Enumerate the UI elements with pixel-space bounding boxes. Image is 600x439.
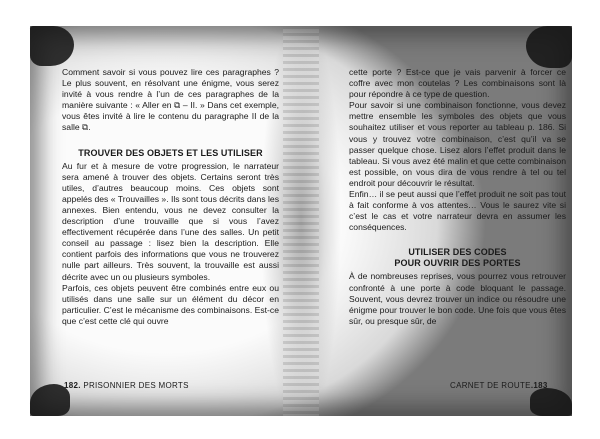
right-page [349, 67, 566, 327]
heading-trouver-objets: TROUVER DES OBJETS ET LES UTILISER [78, 147, 263, 158]
paragraph-porte-code: À de nombreuses reprises, vous pourrez vous retrouver confronté à une porte à code bloquant le passage. Souvent, vous devrez trouver un indice ou résoudre une énigme pour trouver le bon code. Une fois que vous êtes sûr, ou presque sûr, de [349, 271, 566, 326]
heading-codes-line2: POUR OUVRIR DES PORTES [394, 258, 521, 269]
book-spine [283, 26, 319, 416]
folio-left: 182. PRISONNIER DES MORTS [64, 381, 189, 390]
paragraph-reading: Comment savoir si vous pouvez lire ces paragraphes ? Le plus souvent, en résolvant une énigme, vous serez invité à vous rendre à l’un de ces paragraphes de la manière suivante : « Aller en ⧉ – II. » Dans cet exemple, vous êtes invité à lire le contenu du paragraphe II de la salle ⧉. [62, 67, 279, 133]
running-title-left: PRISONNIER DES MORTS [83, 381, 189, 390]
page-number-right: 183 [533, 381, 548, 390]
folio-right: CARNET DE ROUTE.183 [450, 381, 548, 390]
paragraph-combinaisons: Parfois, ces objets peuvent être combinés entre eux ou utilisés dans une salle sur un élément du décor en particulier. C’est le mécanisme des combinaisons. Est-ce que c’est cette clé qui ouvre [62, 282, 279, 326]
paragraph-combinaison-fonctionne: Pour savoir si une combinaison fonctionne, vous devez mettre ensemble les symboles des objets que vous souhaitez utiliser et vous reporter au tableau p. 186. Si vous y trouvez votre combinaison, c’est qu’il va se passer quelque chose. Lisez alors l’effet produit dans le tableau. Si vous avez été malin et que cette combinaison est possible, on vous dira de vous rendre à tel ou tel endroit pour découvrir le résultat. [349, 100, 566, 188]
paragraph-trouvailles: Au fur et à mesure de votre progression, le narrateur sera amené à trouver des objets. Certains seront très utiles, d’autres beaucoup moins. Ces objets sont appelés des « Trouvailles ». Ils sont tous décrits dans les annexes. Bien entendu, vous ne devez consulter la description d’une trouvaille que si vous l’avez effectivement récupérée dans l’une des salles. Un petit conseil au passage : lisez bien la description. Elle contient parfois des informations que vous ne trouverez nulle part ailleurs. Très souvent, la trouvaille est aussi décrite avec un ou plusieurs symboles. [62, 160, 279, 282]
paragraph-continuation: cette porte ? Est-ce que je vais parvenir à forcer ce coffre avec mon coutelas ? Les combinaisons sont là pour répondre à ce type de question. [349, 67, 566, 100]
running-title-right: CARNET DE ROUTE [450, 381, 531, 390]
left-page [62, 67, 279, 327]
heading-codes-line1: UTILISER DES CODES [408, 247, 507, 258]
grunge-corner-top-right [526, 26, 572, 68]
page-number-left: 182 [64, 381, 79, 390]
heading-codes [349, 247, 566, 269]
paragraph-enfin: Enfin… il se peut aussi que l’effet produit ne soit pas tout à fait conforme à vos attentes… Vous le saurez vite si c’est le cas et votre narrateur devra en assumer les conséquences. [349, 189, 566, 233]
